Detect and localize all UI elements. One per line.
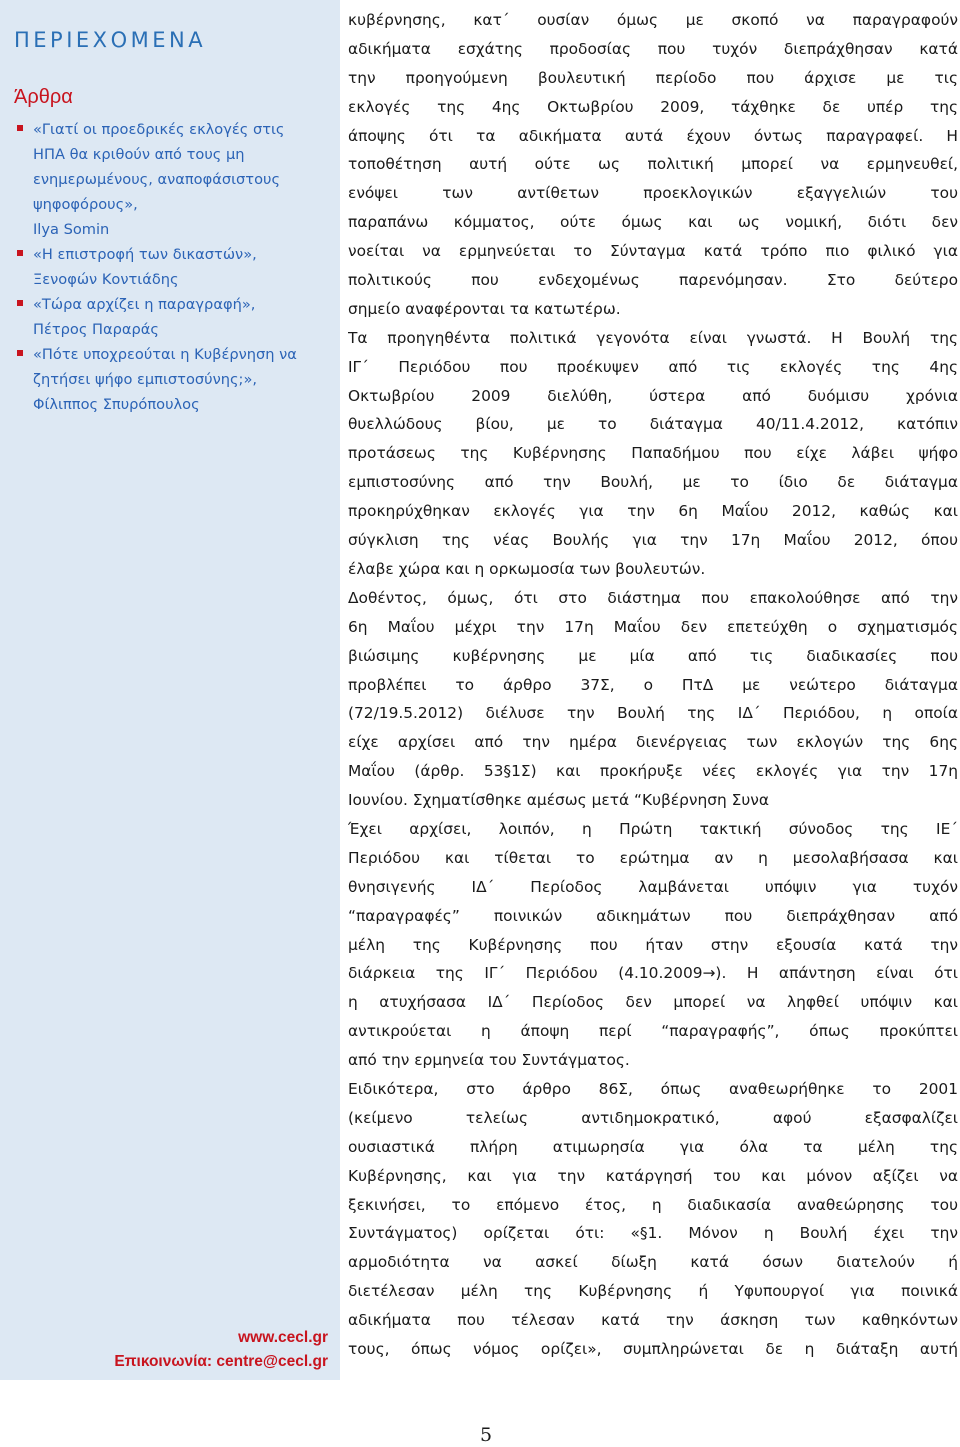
body-line: από την ερμηνεία του Συντάγματος. bbox=[348, 1051, 630, 1070]
body-line: πολιτικούς που ενδεχομένως παρενόμησαν. Στο δεύτερο bbox=[348, 271, 958, 290]
body-line: κυβέρνησης, κατ΄ ουσίαν όμως με σκοπό να παραγραφούν bbox=[348, 11, 958, 29]
toc-item[interactable] bbox=[14, 117, 326, 242]
body-line: ουσιαστικά πλήρη ατιμωρησία για όλα τα μέλη της bbox=[348, 1137, 958, 1156]
toc-item-line: ενημερωμένους, αναποφάσιστους bbox=[33, 171, 281, 188]
body-line: ξεκινήσει, το επόμενο έτος, η διαδικασία αναθεώρησης του bbox=[348, 1195, 958, 1214]
toc-item-line: «Πότε υποχρεούται η Κυβέρνηση να bbox=[33, 346, 297, 363]
body-line: θνησιγενής ΙΔ΄ Περίοδος λαμβάνεται υπόψιν για τυχόν bbox=[348, 877, 958, 896]
body-line: σημείο αναφέρονται τα κατωτέρω. bbox=[348, 299, 621, 318]
body-line: 6η Μαΐου μέχρι την 17η Μαΐου δεν επετεύχθη ο σχηματισμός bbox=[348, 617, 958, 636]
body-line: άποψης ότι τα αδικήματα αυτά έχουν όντως παραγραφεί. Η bbox=[348, 126, 958, 145]
toc-list bbox=[14, 117, 326, 417]
body-line: διάρκεια της ΙΓ΄ Περιόδου (4.10.2009→). Η απάντηση είναι ότι bbox=[348, 964, 958, 983]
toc-item-line: ψηφοφόρους», bbox=[33, 196, 138, 213]
body-line: τους, όπως νόμος ορίζει», συμπληρώνεται δε η διάταξη αυτή bbox=[348, 1340, 958, 1359]
toc-item-line: «Η επιστροφή των δικαστών», bbox=[33, 246, 257, 263]
body-line: Συντάγματος) ορίζεται ότι: «§1. Μόνον η Βουλή έχει την bbox=[348, 1224, 958, 1243]
toc-item-line: «Γιατί οι προεδρικές εκλογές στις bbox=[33, 121, 285, 138]
body-line: αρμοδιότητα να ασκεί δίωξη κατά όσων διατελούν ή bbox=[348, 1253, 958, 1272]
body-line: Κυβέρνησης, και για την κατάργησή του και μόνον αξίζει να bbox=[348, 1166, 958, 1185]
body-line: αδικήματα εσχάτης προδοσίας που τυχόν διεπράχθησαν κατά bbox=[348, 39, 958, 58]
body-line: σύγκλιση της νέας Βουλής για την 17η Μαΐου 2012, όπου bbox=[348, 531, 958, 550]
sidebar-contents bbox=[0, 0, 340, 1380]
body-line: εμπιστοσύνης από την Βουλή, με το ίδιο δε διάταγμα bbox=[348, 473, 958, 492]
body-line: έλαβε χώρα και η ορκωμοσία των βουλευτών. bbox=[348, 559, 706, 578]
bullet-icon bbox=[17, 350, 23, 356]
body-line: εκλογές της 4ης Οκτωβρίου 2009, τάχθηκε δε υπέρ της bbox=[348, 97, 958, 116]
toc-item-line: ΗΠΑ θα κριθούν από τους μη bbox=[33, 146, 245, 163]
body-line: μέλη της Κυβέρνησης που ήταν στην εξουσία κατά την bbox=[348, 935, 958, 954]
body-line: η ατυχήσασα ΙΔ΄ Περίοδος δεν μπορεί να ληφθεί υπόψιν και bbox=[348, 993, 958, 1012]
body-line: Οκτωβρίου 2009 διελύθη, ύστερα από δυόμισυ χρόνια bbox=[348, 386, 958, 405]
body-line: αντικρούεται η άποψη περί “παραγραφής”, όπως προκύπτει bbox=[348, 1022, 958, 1041]
body-line: Δοθέντος, όμως, ότι στο διάστημα που επακολούθησε από την bbox=[348, 588, 958, 607]
toc-item-line: ζητήσει ψήφο εμπιστοσύνης;», bbox=[33, 371, 258, 388]
article-body bbox=[348, 6, 958, 1364]
body-line: προτάσεως της Κυβέρνησης Παπαδήμου που είχε λάβει ψήφο bbox=[348, 444, 958, 463]
toc-item[interactable] bbox=[14, 242, 326, 292]
toc-item[interactable] bbox=[14, 342, 326, 417]
sidebar-footer bbox=[114, 1326, 328, 1374]
body-line: βιώσιμης κυβέρνησης με μία από τις διαδικασίες που bbox=[348, 646, 958, 665]
toc-title: ΠΕΡΙΕΧΟΜΕΝΑ bbox=[14, 28, 207, 52]
bullet-icon bbox=[17, 300, 23, 306]
section-title-articles: Άρθρα bbox=[14, 86, 73, 108]
body-line: Ιουνίου. Σχηματίσθηκε αμέσως μετά “Κυβέρνηση Συνα bbox=[348, 791, 770, 810]
body-line: (72/19.5.2012) διέλυσε την Βουλή της ΙΔ΄ Περιόδου, η οποία bbox=[348, 704, 958, 723]
body-line: (κείμενο τελείως αντιδημοκρατικό, αφού εξασφαλίζει bbox=[348, 1108, 958, 1127]
body-line: θυελλώδους βίου, με το διάταγμα 40/11.4.2012, κατόπιν bbox=[348, 415, 958, 434]
body-line: Τα προηγηθέντα πολιτικά γεγονότα είναι γνωστά. Η Βουλή της bbox=[348, 328, 958, 347]
body-line: προβλέπει το άρθρο 37Σ, ο ΠτΔ με νεώτερο διάταγμα bbox=[348, 675, 958, 694]
toc-item-line: Φίλιππος Σπυρόπουλος bbox=[33, 396, 200, 413]
toc-item[interactable] bbox=[14, 292, 326, 342]
body-line: τοποθέτηση αυτή ούτε ως πολιτική μπορεί να ερμηνευθεί, bbox=[348, 155, 958, 174]
body-line: Ειδικότερα, στο άρθρο 86Σ, όπως αναθεωρήθηκε το 2001 bbox=[348, 1080, 958, 1099]
body-line: Έχει αρχίσει, λοιπόν, η Πρώτη τακτική σύνοδος της ΙΕ΄ bbox=[348, 819, 958, 838]
page-number: 5 bbox=[480, 1424, 493, 1446]
body-line: την προηγούμενη βουλευτική περίοδο που άρχισε με τις bbox=[348, 68, 958, 87]
body-line: Περιόδου και τίθεται το ερώτημα αν η μεσολαβήσασα και bbox=[348, 848, 958, 867]
bullet-icon bbox=[17, 125, 23, 131]
contact-email[interactable]: Επικοινωνία: centre@cecl.gr bbox=[114, 1353, 328, 1370]
toc-item-line: Ilya Somin bbox=[33, 221, 110, 238]
bullet-icon bbox=[17, 250, 23, 256]
body-line: αδικήματα που τέλεσαν κατά την άσκηση των καθηκόντων bbox=[348, 1311, 958, 1330]
body-line: είχε αρχίσει από την ημέρα διενέργειας των εκλογών της 6ης bbox=[348, 733, 958, 752]
body-line: νοείται να ερμηνεύεται το Σύνταγμα κατά τρόπο πιο φιλικό για bbox=[348, 242, 958, 261]
body-line: διετέλεσαν μέλη της Κυβέρνησης ή Υφυπουργοί για ποινικά bbox=[348, 1282, 958, 1301]
website-link[interactable]: www.cecl.gr bbox=[238, 1329, 328, 1346]
toc-item-line: «Τώρα αρχίζει η παραγραφή», bbox=[33, 296, 256, 313]
body-line: προκηρύχθηκαν εκλογές για την 6η Μαΐου 2012, καθώς και bbox=[348, 502, 958, 521]
body-line: ενόψει των αντίθετων προεκλογικών εξαγγελιών του bbox=[348, 184, 958, 203]
body-line: ΙΓ΄ Περιόδου που προέκυψεν από τις εκλογές της 4ης bbox=[348, 357, 958, 376]
toc-item-line: Ξενοφών Κοντιάδης bbox=[33, 271, 179, 288]
body-line: παραπάνω κόμματος, ούτε όμως και ως νομική, διότι δεν bbox=[348, 213, 958, 232]
body-line: “παραγραφές” ποινικών αδικημάτων που διεπράχθησαν από bbox=[348, 906, 958, 925]
body-line: Μαΐου (άρθρ. 53§1Σ) και προκήρυξε νέες εκλογές για την 17η bbox=[348, 762, 958, 781]
toc-item-line: Πέτρος Παραράς bbox=[33, 321, 159, 338]
